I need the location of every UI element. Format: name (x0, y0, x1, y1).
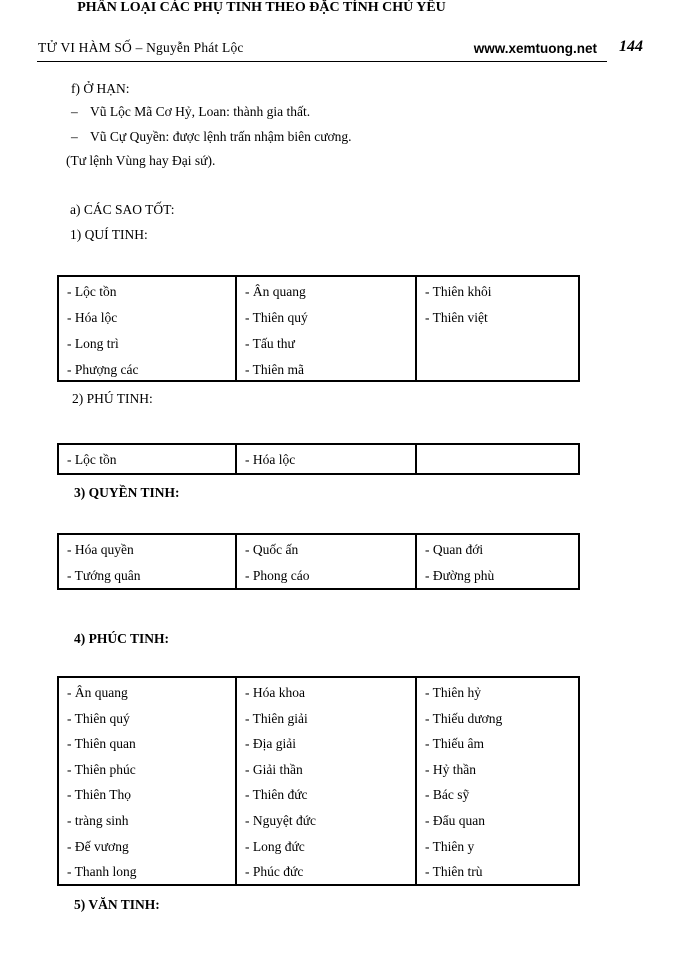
group-label-van-tinh: 5) VĂN TINH: (74, 897, 160, 912)
star-cell: - Nguyệt đức (245, 812, 317, 828)
header-book-title: TỬ VI HÀM SỐ – Nguyễn Phát Lộc (38, 40, 244, 55)
table-column (235, 678, 415, 884)
star-cell: - Thiếu dương (425, 710, 503, 726)
star-cell: - Thiên việt (425, 310, 488, 325)
star-cell: - Thiên phúc (67, 761, 136, 777)
group-label-phu-tinh: 2) PHÚ TINH: (72, 391, 153, 406)
star-cell: - Thanh long (67, 864, 137, 880)
list-item-text: Vũ Cự Quyền: được lệnh trấn nhậm biên cương. (90, 129, 352, 144)
subsection-a-label: a) CÁC SAO TỐT: (70, 202, 175, 217)
group-label-quyen-tinh: 3) QUYỀN TINH: (74, 485, 180, 500)
table-column (59, 445, 235, 473)
table-column (59, 277, 235, 380)
star-cell: - Thiên quý (245, 310, 308, 325)
star-cell: - Ân quang (245, 284, 306, 299)
star-cell: - Đẩu quan (425, 812, 485, 828)
stars-table-phuc-tinh (57, 676, 580, 886)
table-column (415, 277, 578, 380)
star-cell: - Tấu thư (245, 336, 295, 351)
table-column (235, 445, 415, 473)
dash-bullet: – (71, 104, 78, 119)
star-cell: - Thiên mã (245, 362, 304, 377)
table-column (59, 535, 235, 588)
star-cell: - Hóa lộc (67, 310, 118, 325)
section-f-label: f) Ở HẠN: (71, 81, 130, 96)
header-website: www.xemtuong.net (473, 41, 597, 56)
group-label-phuc-tinh: 4) PHÚC TINH: (74, 631, 170, 646)
star-cell: - Lộc tồn (67, 452, 117, 467)
star-cell: - Phong cáo (245, 568, 310, 583)
star-cell: - Thiên trù (425, 864, 483, 880)
star-cell: - Thiên hỷ (425, 685, 481, 700)
dash-bullet: – (71, 129, 78, 144)
table-column (235, 277, 415, 380)
star-cell: - Thiên y (425, 838, 475, 854)
page-number: 144 (619, 38, 643, 55)
star-cell: - Lộc tồn (67, 284, 117, 299)
group-label-qui-tinh: 1) QUÍ TINH: (70, 227, 148, 242)
star-cell: - Thiên quý (67, 710, 130, 726)
header-divider (37, 61, 607, 62)
table-column (415, 678, 578, 884)
star-cell: - Thiên quan (67, 736, 136, 752)
star-cell: - Thiên đức (245, 787, 308, 803)
star-cell: - Phượng các (67, 362, 139, 377)
table-column (235, 535, 415, 588)
table-column (59, 678, 235, 884)
star-cell: - Hóa quyền (67, 542, 134, 557)
star-cell: - Tướng quân (67, 568, 141, 583)
star-cell: - Đế vương (67, 838, 129, 854)
star-cell: - Long trì (67, 336, 119, 351)
list-item-text: Vũ Lộc Mã Cơ Hỷ, Loan: thành gia thất. (90, 104, 311, 119)
star-cell: - Hỷ thần (425, 761, 476, 777)
star-cell: - tràng sinh (67, 812, 129, 828)
section-f-note: (Tư lệnh Vùng hay Đại sứ). (66, 153, 216, 168)
star-cell: - Phúc đức (245, 864, 304, 880)
table-column (415, 445, 578, 473)
star-cell: - Quốc ấn (245, 542, 299, 557)
star-cell: - Hóa lộc (245, 452, 296, 467)
star-cell: - Thiếu âm (425, 736, 484, 752)
star-cell: - Giải thần (245, 761, 303, 777)
star-cell: - Ân quang (67, 685, 128, 700)
stars-table-qui-tinh (57, 275, 580, 382)
star-cell: - Đường phù (425, 568, 495, 583)
stars-table-quyen-tinh (57, 533, 580, 590)
star-cell: - Địa giải (245, 736, 296, 752)
star-cell: - Bác sỹ (425, 787, 470, 803)
star-cell: - Hóa khoa (245, 685, 305, 700)
star-cell: - Quan đới (425, 542, 484, 557)
star-cell: - Long đức (245, 838, 305, 854)
star-cell: - Thiên Thọ (67, 787, 131, 803)
star-cell: - Thiên khôi (425, 284, 492, 299)
stars-table-phu-tinh (57, 443, 580, 475)
list-item (71, 104, 310, 120)
list-item (71, 129, 352, 145)
table-column (415, 535, 578, 588)
main-heading: PHÂN LOẠI CÁC PHỤ TINH THEO ĐẶC TÍNH CHỦ YẾU (77, 0, 446, 15)
star-cell: - Thiên giải (245, 710, 308, 726)
